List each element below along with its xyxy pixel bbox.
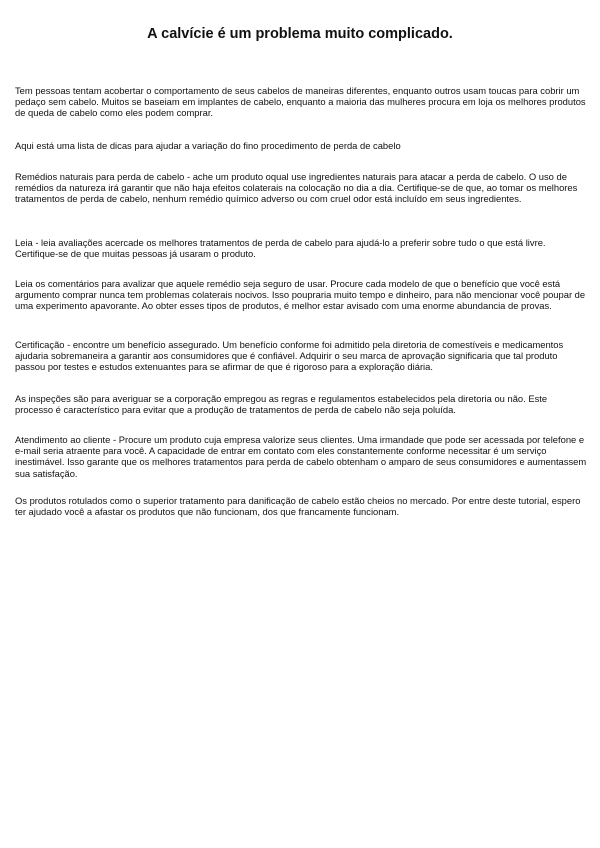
paragraph-read-reviews: Leia - leia avaliações acercade os melhores tratamentos de perda de cabelo para ajudá-lo a preferir sobre tudo o que está livre. Certifique-se de que muitas pessoas já usaram o produto. [15, 237, 546, 260]
paragraph-certification: Certificação - encontre um benefício assegurado. Um benefício conforme foi admitido pela diretoria de comestíveis e medicamentos ajudaria sobremaneira a garantir aos consumidores que é confiável. Adquirir o seu marca de aprovação significaria que tal produto passou por testes e estudos extenuantes para se afirmar de que é rigoroso para a exploração diária. [15, 339, 564, 373]
paragraph-conclusion: Os produtos rotulados como o superior tratamento para danificação de cabelo estão cheios no mercado. Por entre deste tutorial, espero ter ajudado você a afastar os produtos que não funcionam, dos que francamente funcionam. [15, 495, 581, 518]
paragraph-customer-service: Atendimento ao cliente - Procure um produto cuja empresa valorize seus clientes. Uma irmandade que pode ser acessada por telefone e e-mail seria atraente para você. A capacidade de entrar em contato com eles constantemente conforme necessitar é um serviço inestimável. Isso garante que os melhores tratamentos para perda de cabelo obtenham o amparo de seus consumidores e aumentassem sua satisfação. [15, 434, 587, 479]
paragraph-inspections: As inspeções são para averiguar se a corporação empregou as regras e regulamentos estabelecidos pela diretoria ou não. Este processo é característico para evitar que a produção de tratamentos de perda de cabelo não seja poluída. [15, 393, 548, 416]
paragraph-tips-intro: Aqui está uma lista de dicas para ajudar a variação do fino procedimento de perda de cabelo [15, 140, 401, 151]
paragraph-intro: Tem pessoas tentam acobertar o comportamento de seus cabelos de maneiras diferentes, enquanto outros usam toucas para cobrir um pedaço sem cabelo. Muitos se baseiam em implantes de cabelo, enquanto a maioria das mulheres procura em loja os melhores produtos de queda de cabelo como eles podem comprar. [15, 85, 586, 119]
paragraph-comments: Leia os comentários para avalizar que aquele remédio seja seguro de usar. Procure cada modelo de que o benefício que você está argumento comprar nunca tem problemas colaterais nocivos. Isso poupraria muito tempo e dinheiro, para não mencionar você poupar de uma experimento apavorante. Ao obter esses tipos de produtos, é melhor estar avisado com uma enorme abundancia de provas. [15, 278, 586, 312]
paragraph-natural-remedies: Remédios naturais para perda de cabelo - ache um produto oqual use ingredientes naturais para atacar a perda de cabelo. O uso de remédios da natureza irá garantir que não haja efeitos colaterais na colocação no dia a dia. Certifique-se de que, ao tomar os melhores tratamentos de perda de cabelo, nenhum remédio químico adverso ou com cruel odor está incluído em seus ingredientes. [15, 171, 578, 205]
page-title: A calvície é um problema muito complicado. [147, 26, 453, 42]
